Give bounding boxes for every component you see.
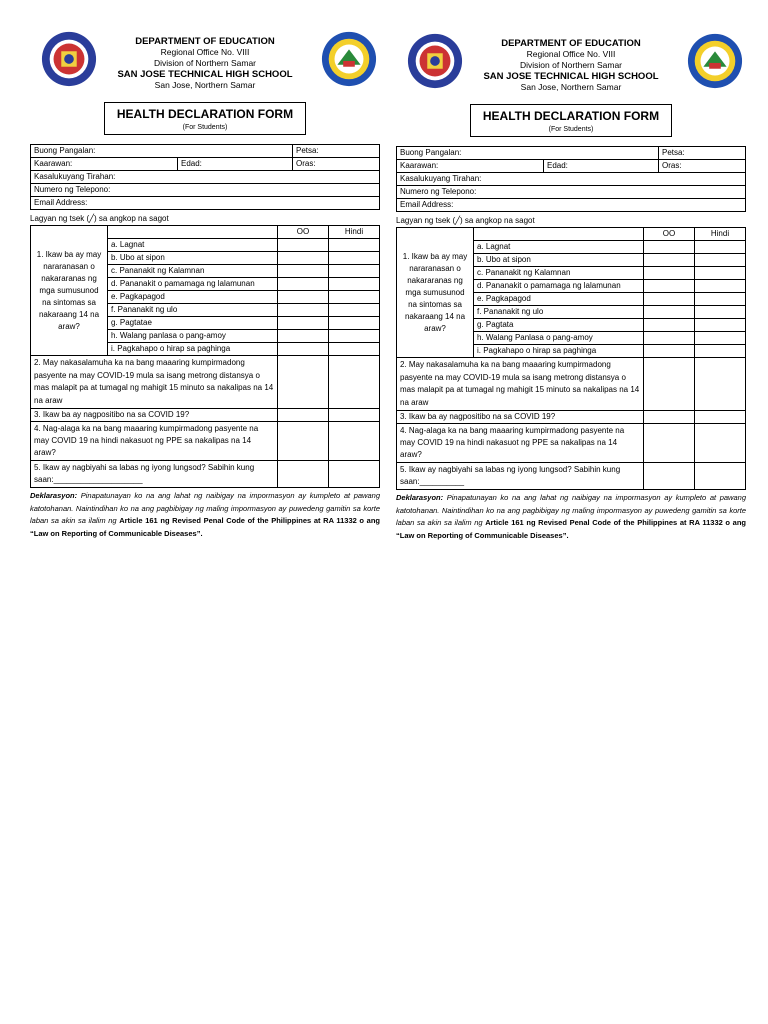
yes-cell[interactable] [644,293,695,306]
declaration: Deklarasyon: Pinapatunayan ko na ang lahat ng naibigay na impormasyon ay kumpleto at pawang katotohanan. Naintindihan ko na ang pagbibigay ng maling impormasyon ay puwedeng gamitin sa korte laban sa akin sa ilalim ng Article 161 ng Revised Penal Code of the Philippines at RA 11332 o ang “Law on Reporting of Communicable Diseases”. [30,491,380,538]
question-1: 1. Ikaw ba ay may nararanasan o nakararanas ng mga sumusunod na sintomas sa nakaraang 14 na araw? [31,226,108,356]
no-cell[interactable] [329,278,380,291]
yes-cell[interactable] [278,461,329,488]
symptom-b: b. Ubo at sipon [108,252,278,265]
school-name: SAN JOSE TECHNICAL HIGH SCHOOL [483,71,659,82]
col-no: Hindi [329,226,380,239]
division-name: Division of Northern Samar [153,58,257,68]
yes-cell[interactable] [644,332,695,345]
symptom-b: b. Ubo at sipon [474,254,644,267]
col-no: Hindi [695,228,746,241]
time-field[interactable]: Oras: [659,160,746,173]
yes-cell[interactable] [278,265,329,278]
header-text [466,38,676,93]
form-subtitle: (For Students) [548,126,594,133]
yes-cell[interactable] [278,422,329,461]
symptom-c: c. Pananakit ng Kalamnan [108,265,278,278]
info-table [396,146,746,212]
no-cell[interactable] [695,293,746,306]
deped-seal-icon [406,32,464,90]
school-address: San Jose, Northern Samar [154,80,256,90]
question-2: 2. May nakasalamuha ka na bang maaaring kumpirmadong pasyente na may COVID-19 mula sa isang metrong distansya o mas malapit pa at tumagal ng mahigit 15 minuto sa nakalipas na 14 na araw [397,358,644,411]
yes-cell[interactable] [644,241,695,254]
yes-cell[interactable] [278,317,329,330]
no-cell[interactable] [329,317,380,330]
birthday-field[interactable]: Kaarawan: [397,160,544,173]
symptom-d: d. Pananakit o pamamaga ng lalamunan [108,278,278,291]
name-field[interactable]: Buong Pangalan: [397,147,659,160]
yes-cell[interactable] [278,252,329,265]
symptom-d: d. Pananakit o pamamaga ng lalamunan [474,280,644,293]
health-form-right [396,30,746,542]
question-4: 4. Nag-alaga ka na bang maaaring kumpirmadong pasyente na may COVID 19 na hindi nakasuot ng PPE sa nakalipas na 14 araw? [397,424,644,463]
school-seal-icon [686,32,744,90]
yes-cell[interactable] [278,343,329,356]
form-header [396,30,746,102]
no-cell[interactable] [329,252,380,265]
form-title-box [470,104,672,137]
yes-cell[interactable] [644,345,695,358]
health-form-left [30,28,380,540]
form-subtitle: (For Students) [182,124,228,131]
symptom-a: a. Lagnat [474,241,644,254]
yes-cell[interactable] [644,254,695,267]
questions-table [30,225,380,488]
symptom-f: f. Pananakit ng ulo [108,304,278,317]
symptom-e: e. Pagkapagod [474,293,644,306]
school-seal-icon [320,30,378,88]
symptom-g: g. Pagtatae [108,317,278,330]
no-cell[interactable] [695,267,746,280]
yes-cell[interactable] [644,280,695,293]
symptom-e: e. Pagkapagod [108,291,278,304]
email-field[interactable]: Email Address: [31,197,380,210]
yes-cell[interactable] [278,278,329,291]
question-5: 5. Ikaw ay nagbiyahi sa labas ng iyong lungsod? Sabihin kung saan:__________ [397,463,644,490]
no-cell[interactable] [695,319,746,332]
school-address: San Jose, Northern Samar [520,82,622,92]
header-text [100,36,310,91]
no-cell[interactable] [329,265,380,278]
symptom-c: c. Pananakit ng Kalamnan [474,267,644,280]
symptom-h: h. Walang Panlasa o pang-amoy [474,332,644,345]
yes-cell[interactable] [644,267,695,280]
date-field[interactable]: Petsa: [293,145,380,158]
form-header [30,28,380,100]
question-1: 1. Ikaw ba ay may nararanasan o nakararanas ng mga sumusunod na sintomas sa nakaraang 14 na araw? [397,228,474,358]
yes-cell[interactable] [644,424,695,463]
yes-cell[interactable] [644,319,695,332]
no-cell[interactable] [329,291,380,304]
question-3: 3. Ikaw ba ay nagpositibo na sa COVID 19? [31,409,278,422]
yes-cell[interactable] [644,411,695,424]
no-cell[interactable] [329,461,380,488]
dept-name: DEPARTMENT OF EDUCATION [135,36,275,47]
questions-table [396,227,746,490]
name-field[interactable]: Buong Pangalan: [31,145,293,158]
deped-seal-icon [40,30,98,88]
instruction: Lagyan ng tsek (╱) sa angkop na sagot [30,214,169,223]
address-field[interactable]: Kasalukuyang Tirahan: [31,171,380,184]
info-table [30,144,380,210]
form-title: HEALTH DECLARATION FORM [116,107,294,121]
no-cell[interactable] [695,345,746,358]
dept-name: DEPARTMENT OF EDUCATION [501,38,641,49]
no-cell[interactable] [695,332,746,345]
question-4: 4. Nag-alaga ka na bang maaaring kumpirmadong pasyente na may COVID 19 na hindi nakasuot ng PPE sa nakalipas na 14 araw? [31,422,278,461]
no-cell[interactable] [695,306,746,319]
no-cell[interactable] [695,424,746,463]
instruction: Lagyan ng tsek (╱) sa angkop na sagot [396,216,535,225]
symptom-g: g. Pagtata [474,319,644,332]
no-cell[interactable] [329,422,380,461]
yes-cell[interactable] [278,409,329,422]
no-cell[interactable] [329,343,380,356]
yes-cell[interactable] [278,291,329,304]
no-cell[interactable] [329,330,380,343]
age-field[interactable]: Edad: [544,160,659,173]
yes-cell[interactable] [644,463,695,490]
yes-cell[interactable] [278,356,329,409]
no-cell[interactable] [695,411,746,424]
symptom-i: i. Pagkahapo o hirap sa paghinga [108,343,278,356]
region-name: Regional Office No. VIII [526,49,616,59]
time-field[interactable]: Oras: [293,158,380,171]
school-name: SAN JOSE TECHNICAL HIGH SCHOOL [117,69,293,80]
region-name: Regional Office No. VIII [160,47,250,57]
no-cell[interactable] [695,358,746,411]
col-yes: OO [278,226,329,239]
yes-cell[interactable] [278,304,329,317]
yes-cell[interactable] [644,306,695,319]
no-cell[interactable] [329,239,380,252]
form-title: HEALTH DECLARATION FORM [482,109,660,123]
no-cell[interactable] [329,304,380,317]
symptom-h: h. Walang panlasa o pang-amoy [108,330,278,343]
no-cell[interactable] [695,241,746,254]
form-title-box [104,102,306,135]
date-field[interactable]: Petsa: [659,147,746,160]
no-cell[interactable] [695,463,746,490]
no-cell[interactable] [695,254,746,267]
address-field[interactable]: Kasalukuyang Tirahan: [397,173,746,186]
no-cell[interactable] [695,280,746,293]
no-cell[interactable] [329,409,380,422]
no-cell[interactable] [329,356,380,409]
question-2: 2. May nakasalamuha ka na bang maaaring kumpirmadong pasyente na may COVID-19 mula sa isang metrong distansya o mas malapit pa at tumagal ng mahigit 15 minuto sa nakalipas na 14 na araw [31,356,278,409]
yes-cell[interactable] [278,239,329,252]
question-5: 5. Ikaw ay nagbiyahi sa labas ng iyong lungsod? Sabihin kung saan:____________________ [31,461,278,488]
symptom-f: f. Pananakit ng ulo [474,306,644,319]
yes-cell[interactable] [644,358,695,411]
declaration: Deklarasyon: Pinapatunayan ko na ang lahat ng naibigay na impormasyon ay kumpleto at pawang katotohanan. Naintindihan ko na ang pagbibigay ng maling impormasyon ay puwedeng gamitin sa korte laban sa akin sa ilalim ng Article 161 ng Revised Penal Code of the Philippines at RA 11332 o ang “Law on Reporting of Communicable Diseases”. [396,493,746,540]
col-yes: OO [644,228,695,241]
email-field[interactable]: Email Address: [397,199,746,212]
symptom-a: a. Lagnat [108,239,278,252]
symptom-i: i. Pagkahapo o hirap sa paghinga [474,345,644,358]
phone-field[interactable]: Numero ng Telepono: [397,186,746,199]
division-name: Division of Northern Samar [519,60,623,70]
age-field[interactable]: Edad: [178,158,293,171]
question-3: 3. Ikaw ba ay nagpositibo na sa COVID 19? [397,411,644,424]
yes-cell[interactable] [278,330,329,343]
birthday-field[interactable]: Kaarawan: [31,158,178,171]
phone-field[interactable]: Numero ng Telepono: [31,184,380,197]
